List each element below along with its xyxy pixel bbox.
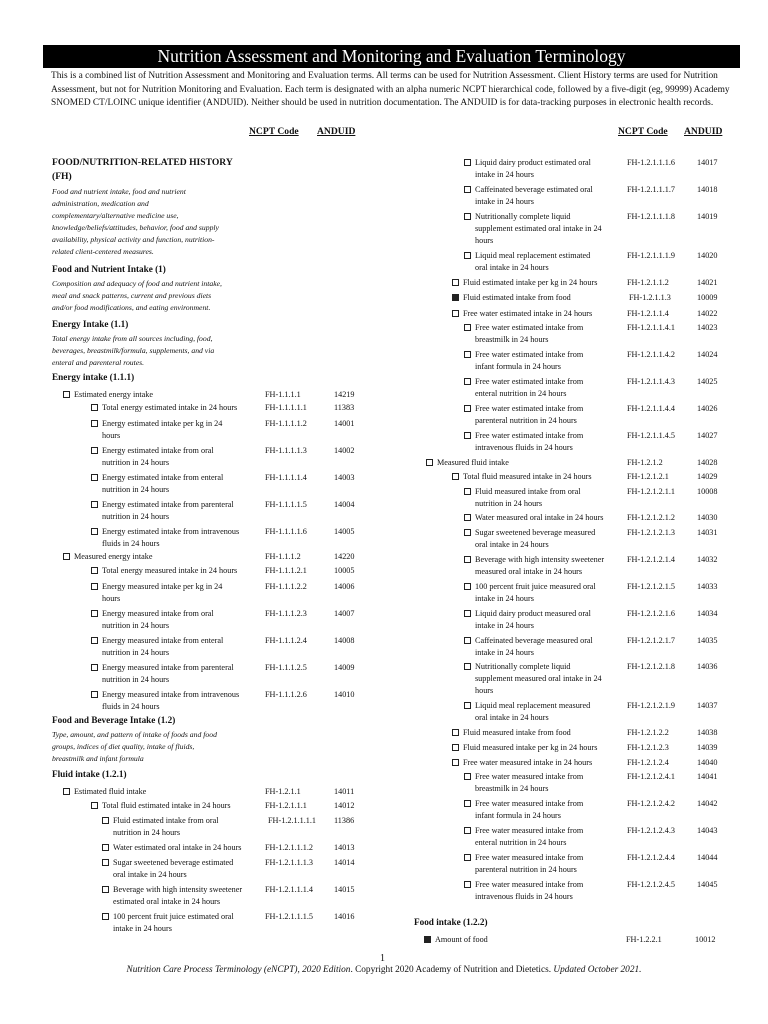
term-code: FH-1.2.1.2.1.3: [627, 528, 675, 537]
term-anduid: 14002: [334, 446, 355, 455]
term-code: FH-1.1.1.2.1: [265, 566, 307, 575]
term-anduid: 14001: [334, 419, 355, 428]
term-code: FH-1.2.1.1.4.4: [627, 404, 675, 413]
term-anduid: 10005: [334, 566, 355, 575]
footer-copyright: . Copyright 2020 Academy of Nutrition and Dietetics.: [350, 965, 554, 975]
term-anduid: 14029: [697, 472, 718, 481]
col-header-code-left: NCPT Code: [249, 126, 299, 137]
checkbox-icon[interactable]: [464, 556, 471, 563]
term-anduid: 14025: [697, 377, 718, 386]
term-label: Estimated energy intake: [74, 390, 153, 399]
term-label: Energy estimated intake from oral nutrition in 24 hours: [102, 446, 214, 468]
heading-food-intake: Food intake (1.2.2): [414, 917, 488, 927]
checkbox-icon[interactable]: [91, 691, 98, 698]
checkbox-icon[interactable]: [91, 664, 98, 671]
term-anduid: 14021: [697, 278, 718, 287]
term-code: FH-1.2.1.2.2: [627, 728, 669, 737]
term-anduid: 14013: [334, 843, 355, 852]
term-code: FH-1.2.1.1.4.5: [627, 431, 675, 440]
desc-food-nutrient-intake: Composition and adequacy of food and nutrient intake, meal and snack patterns, current and previous diets and/or food modifications, and eating environment.: [52, 279, 222, 313]
term-label: Energy measured intake from intravenous fluids in 24 hours: [102, 690, 240, 712]
term-anduid: 14039: [697, 743, 718, 752]
term-anduid: 14036: [697, 662, 718, 671]
term-code: FH-1.2.1.1.4.1: [627, 323, 675, 332]
term-code: FH-1.2.2.1: [626, 935, 662, 944]
term-label: Energy measured intake from enteral nutrition in 24 hours: [102, 636, 224, 658]
term-anduid: 14032: [697, 555, 718, 564]
term-label: Measured fluid intake: [437, 458, 509, 467]
term-label: Nutritionally complete liquid supplement measured oral intake in 24 hours: [475, 662, 602, 696]
term-label: Fluid estimated intake per kg in 24 hours: [463, 278, 598, 287]
term-code: FH-1.2.1.2.1.8: [627, 662, 675, 671]
term-anduid: 14019: [697, 212, 718, 221]
term-label: 100 percent fruit juice measured oral intake in 24 hours: [475, 582, 596, 604]
term-label: Free water measured intake from breastmilk in 24 hours: [475, 772, 584, 794]
term-code: FH-1.2.1.2.4: [627, 758, 669, 767]
term-code: FH-1.1.1.2.3: [265, 609, 307, 618]
term-anduid: 10008: [697, 487, 718, 496]
term-label: Free water measured intake from infant formula in 24 hours: [475, 799, 584, 821]
term-anduid: 14219: [334, 390, 355, 399]
term-code: FH-1.2.1.1.2: [627, 278, 669, 287]
term-label: Liquid meal replacement estimated oral intake in 24 hours: [475, 251, 591, 273]
term-label: Sugar sweetened beverage measured oral intake in 24 hours: [475, 528, 596, 550]
term-anduid: 14040: [697, 758, 718, 767]
term-code: FH-1.2.1.1.1.4: [265, 885, 313, 894]
col-header-code-right: NCPT Code: [618, 126, 668, 137]
term-code: FH-1.2.1.1: [265, 787, 301, 796]
checkbox-icon[interactable]: [91, 802, 98, 809]
term-anduid: 11383: [334, 403, 355, 412]
section-title-fh: FOOD/NUTRITION-RELATED HISTORY (FH): [52, 157, 233, 182]
desc-food-beverage-intake: Type, amount, and pattern of intake of foods and food groups, indices of diet quality, intake of fluids, breastmilk and infant formula: [52, 730, 217, 764]
term-anduid: 14015: [334, 885, 355, 894]
checkbox-icon[interactable]: [464, 702, 471, 709]
term-code: FH-1.1.1.2.6: [265, 690, 307, 699]
checkbox-icon[interactable]: [63, 391, 70, 398]
term-code: FH-1.2.1.2.4.3: [627, 826, 675, 835]
term-label: Liquid dairy product estimated oral intake in 24 hours: [475, 158, 591, 180]
term-code: FH-1.1.1.1.4: [265, 473, 307, 482]
term-code: FH-1.1.1.1.1: [265, 403, 307, 412]
term-code: FH-1.1.1.1.5: [265, 500, 307, 509]
checkbox-icon[interactable]: [91, 447, 98, 454]
term-code: FH-1.2.1.1.1: [265, 801, 307, 810]
intro-paragraph: This is a combined list of Nutrition Assessment and Monitoring and Evaluation terms. All terms can be used for Nutrition Assessment. Client History terms are used for Nutrition Assessment, but not for Nutrition Monitoring and Evaluation. Each term is designated with an alpha numeric NCPT hierarchical code, followed by a five-digit (eg, 99999) Academy SNOMED CT/LOINC unique identifier (ANDUID). Neither should be used in nutrition documentation. The ANDUID is for data-tracking purposes in electronic health records.: [51, 71, 730, 109]
term-code: FH-1.2.1.1.1.2: [265, 843, 313, 852]
checkbox-icon[interactable]: [102, 844, 109, 851]
checkbox-icon[interactable]: [464, 159, 471, 166]
term-anduid: 10012: [695, 935, 716, 944]
term-code: FH-1.1.1.1.6: [265, 527, 307, 536]
term-label: Liquid meal replacement measured oral intake in 24 hours: [475, 701, 591, 723]
term-anduid: 14028: [697, 458, 718, 467]
term-label: Energy measured intake from parenteral nutrition in 24 hours: [102, 663, 234, 685]
term-code: FH-1.2.1.1.4.3: [627, 377, 675, 386]
checkbox-icon[interactable]: [452, 310, 459, 317]
term-label: Amount of food: [435, 935, 488, 944]
checkbox-icon[interactable]: [91, 637, 98, 644]
term-label: Free water estimated intake from breastmilk in 24 hours: [475, 323, 584, 345]
checkbox-icon[interactable]: [464, 663, 471, 670]
term-label: Total energy measured intake in 24 hours: [102, 566, 238, 575]
checkbox-icon[interactable]: [464, 324, 471, 331]
checkbox-icon[interactable]: [452, 744, 459, 751]
heading-food-beverage-intake: Food and Beverage Intake (1.2): [52, 715, 176, 725]
checkbox-icon[interactable]: [102, 817, 109, 824]
term-label: Fluid measured intake from oral nutrition in 24 hours: [475, 487, 581, 509]
checkbox-icon[interactable]: [464, 488, 471, 495]
term-code: FH-1.1.1.2.5: [265, 663, 307, 672]
term-code: FH-1.2.1.2.3: [627, 743, 669, 752]
heading-energy-intake-1-1-1: Energy intake (1.1.1): [52, 372, 135, 382]
checkbox-icon[interactable]: [464, 610, 471, 617]
term-code: FH-1.2.1.2: [627, 458, 663, 467]
checkbox-icon[interactable]: [464, 378, 471, 385]
term-anduid: 14005: [334, 527, 355, 536]
term-anduid: 14031: [697, 528, 718, 537]
term-code: FH-1.2.1.2.1.6: [627, 609, 675, 618]
col-header-anduid-left: ANDUID: [317, 126, 356, 137]
term-anduid: 14010: [334, 690, 355, 699]
term-anduid: 14004: [334, 500, 355, 509]
term-code: FH-1.2.1.2.1.5: [627, 582, 675, 591]
checkbox-icon[interactable]: [464, 800, 471, 807]
term-anduid: 14020: [697, 251, 718, 260]
term-anduid: 14035: [697, 636, 718, 645]
term-label: Caffeinated beverage estimated oral intake in 24 hours: [475, 185, 593, 207]
checkbox-icon[interactable]: [464, 186, 471, 193]
checkbox-icon[interactable]: [464, 637, 471, 644]
checkbox-icon[interactable]: [464, 854, 471, 861]
checkbox-icon[interactable]: [102, 913, 109, 920]
checkbox-icon[interactable]: [91, 404, 98, 411]
checkbox-icon[interactable]: [91, 610, 98, 617]
term-anduid: 14033: [697, 582, 718, 591]
term-code: FH-1.2.1.2.1.9: [627, 701, 675, 710]
term-code: FH-1.1.1.1: [265, 390, 301, 399]
term-code: FH-1.2.1.1.1.9: [627, 251, 675, 260]
checkbox-icon[interactable]: [63, 788, 70, 795]
term-label: Free water estimated intake from parenteral nutrition in 24 hours: [475, 404, 584, 426]
checkbox-icon[interactable]: [464, 432, 471, 439]
term-anduid: 14022: [697, 309, 718, 318]
col-header-anduid-right: ANDUID: [684, 126, 723, 137]
checkbox-icon[interactable]: [91, 567, 98, 574]
term-anduid: 14006: [334, 582, 355, 591]
term-anduid: 14011: [334, 787, 355, 796]
term-code: FH-1.2.1.1.1.6: [627, 158, 675, 167]
term-anduid: 14042: [697, 799, 718, 808]
term-label: 100 percent fruit juice estimated oral intake in 24 hours: [113, 912, 234, 934]
term-label: Free water measured intake in 24 hours: [463, 758, 593, 767]
term-code: FH-1.2.1.2.1: [627, 472, 669, 481]
term-label: Caffeinated beverage measured oral intake in 24 hours: [475, 636, 593, 658]
checkbox-icon[interactable]: [426, 459, 433, 466]
term-code: FH-1.2.1.2.1.4: [627, 555, 675, 564]
page-number: 1: [380, 953, 385, 964]
term-label: Fluid measured intake from food: [463, 728, 571, 737]
term-label: Energy estimated intake from parenteral nutrition in 24 hours: [102, 500, 234, 522]
term-label: Free water measured intake from intravenous fluids in 24 hours: [475, 880, 584, 902]
term-label: Liquid dairy product measured oral intake in 24 hours: [475, 609, 591, 631]
checkbox-icon[interactable]: [91, 528, 98, 535]
term-code: FH-1.2.1.2.4.2: [627, 799, 675, 808]
checkbox-icon[interactable]: [464, 351, 471, 358]
term-anduid: 14043: [697, 826, 718, 835]
term-label: Sugar sweetened beverage estimated oral intake in 24 hours: [113, 858, 234, 880]
term-label: Free water estimated intake from intravenous fluids in 24 hours: [475, 431, 584, 453]
term-anduid: 14034: [697, 609, 718, 618]
term-code: FH-1.2.1.1.1.7: [627, 185, 675, 194]
term-anduid: 14030: [697, 513, 718, 522]
term-label: Free water estimated intake from enteral nutrition in 24 hours: [475, 377, 584, 399]
checkbox-icon[interactable]: [464, 252, 471, 259]
term-code: FH-1.2.1.2.1.2: [627, 513, 675, 522]
checkbox-icon[interactable]: [452, 729, 459, 736]
term-code: FH-1.2.1.2.1.1: [627, 487, 675, 496]
footer-updated: Updated October 2021.: [553, 965, 642, 975]
term-anduid: 14044: [697, 853, 718, 862]
term-anduid: 14220: [334, 552, 355, 561]
checkbox-icon[interactable]: [91, 474, 98, 481]
term-code: FH-1.2.1.1.1.3: [265, 858, 313, 867]
term-code: FH-1.1.1.1.3: [265, 446, 307, 455]
footer-reference: Nutrition Care Process Terminology (eNCPT), 2020 Edition: [126, 965, 351, 975]
term-anduid: 14016: [334, 912, 355, 921]
term-code: FH-1.2.1.1.4.2: [627, 350, 675, 359]
term-label: Fluid measured intake per kg in 24 hours: [463, 743, 598, 752]
term-label: Water estimated oral intake in 24 hours: [113, 843, 242, 852]
term-label: Energy measured intake per kg in 24 hours: [102, 582, 223, 604]
term-label: Energy estimated intake from intravenous fluids in 24 hours: [102, 527, 240, 549]
term-anduid: 14003: [334, 473, 355, 482]
term-anduid: 14014: [334, 858, 355, 867]
term-label: Estimated fluid intake: [74, 787, 147, 796]
term-anduid: 14027: [697, 431, 718, 440]
checkbox-icon[interactable]: [91, 583, 98, 590]
checkbox-icon[interactable]: [464, 773, 471, 780]
term-anduid: 14038: [697, 728, 718, 737]
term-anduid: 14026: [697, 404, 718, 413]
checkbox-icon[interactable]: [424, 936, 431, 943]
checkbox-icon[interactable]: [91, 420, 98, 427]
term-code: FH-1.2.1.1.1.1: [268, 816, 316, 825]
term-label: Energy measured intake from oral nutrition in 24 hours: [102, 609, 214, 631]
term-anduid: 14012: [334, 801, 355, 810]
term-code: FH-1.1.1.2.4: [265, 636, 307, 645]
term-anduid: 14008: [334, 636, 355, 645]
term-label: Energy estimated intake per kg in 24 hours: [102, 419, 223, 441]
term-label: Free water measured intake from parenteral nutrition in 24 hours: [475, 853, 584, 875]
checkbox-icon[interactable]: [452, 759, 459, 766]
term-label: Total fluid measured intake in 24 hours: [463, 472, 592, 481]
term-anduid: 14041: [697, 772, 718, 781]
term-label: Nutritionally complete liquid supplement estimated oral intake in 24 hours: [475, 212, 602, 246]
checkbox-icon[interactable]: [452, 473, 459, 480]
term-label: Energy estimated intake from enteral nutrition in 24 hours: [102, 473, 224, 495]
footer: [0, 965, 768, 975]
checkbox-icon[interactable]: [102, 859, 109, 866]
term-label: Total energy estimated intake in 24 hours: [102, 403, 238, 412]
term-code: FH-1.2.1.2.4.5: [627, 880, 675, 889]
term-label: Free water estimated intake in 24 hours: [463, 309, 593, 318]
term-anduid: 14045: [697, 880, 718, 889]
term-anduid: 14024: [697, 350, 718, 359]
term-code: FH-1.2.1.2.1.7: [627, 636, 675, 645]
checkbox-icon[interactable]: [464, 881, 471, 888]
term-anduid: 11386: [334, 816, 355, 825]
heading-food-nutrient-intake: Food and Nutrient Intake (1): [52, 264, 166, 274]
checkbox-icon[interactable]: [63, 553, 70, 560]
checkbox-icon[interactable]: [464, 405, 471, 412]
term-anduid: 14037: [697, 701, 718, 710]
term-code: FH-1.1.1.2.2: [265, 582, 307, 591]
checkbox-icon[interactable]: [464, 213, 471, 220]
checkbox-icon[interactable]: [464, 514, 471, 521]
term-code: FH-1.2.1.1.4: [627, 309, 669, 318]
term-label: Fluid estimated intake from oral nutrition in 24 hours: [113, 816, 219, 838]
checkbox-icon[interactable]: [452, 279, 459, 286]
checkbox-icon[interactable]: [452, 294, 459, 301]
term-label: Beverage with high intensity sweetener measured oral intake in 24 hours: [475, 555, 605, 577]
term-code: FH-1.1.1.1.2: [265, 419, 307, 428]
term-code: FH-1.2.1.1.1.5: [265, 912, 313, 921]
term-code: FH-1.2.1.2.4.4: [627, 853, 675, 862]
term-label: Free water estimated intake from infant formula in 24 hours: [475, 350, 584, 372]
term-label: Beverage with high intensity sweetener estimated oral intake in 24 hours: [113, 885, 243, 907]
term-label: Measured energy intake: [74, 552, 153, 561]
term-code: FH-1.2.1.1.1.8: [627, 212, 675, 221]
term-code: FH-1.2.1.1.3: [629, 293, 671, 302]
term-code: FH-1.2.1.2.4.1: [627, 772, 675, 781]
term-label: Total fluid estimated intake in 24 hours: [102, 801, 231, 810]
term-anduid: 14009: [334, 663, 355, 672]
term-code: FH-1.1.1.2: [265, 552, 301, 561]
term-anduid: 14018: [697, 185, 718, 194]
checkbox-icon[interactable]: [464, 827, 471, 834]
term-anduid: 14007: [334, 609, 355, 618]
checkbox-icon[interactable]: [464, 529, 471, 536]
desc-energy-intake: Total energy intake from all sources including, food, beverages, breastmilk/formula, supplements, and via enteral and parenteral routes.: [52, 334, 215, 368]
term-label: Free water measured intake from enteral nutrition in 24 hours: [475, 826, 584, 848]
term-anduid: 14023: [697, 323, 718, 332]
checkbox-icon[interactable]: [91, 501, 98, 508]
checkbox-icon[interactable]: [102, 886, 109, 893]
term-anduid: 14017: [697, 158, 718, 167]
term-label: Water measured oral intake in 24 hours: [475, 513, 604, 522]
heading-fluid-intake: Fluid intake (1.2.1): [52, 769, 127, 779]
term-label: Fluid estimated intake from food: [463, 293, 571, 302]
term-anduid: 10009: [697, 293, 718, 302]
section-desc-fh: Food and nutrient intake, food and nutrient administration, medication and complementary/alternative medicine use, knowledge/beliefs/attitudes, behavior, food and supply availability, physical activity and function, nutrition- related client-centered measures.: [52, 187, 219, 257]
page-title: Nutrition Assessment and Monitoring and Evaluation Terminology: [43, 45, 740, 68]
checkbox-icon[interactable]: [464, 583, 471, 590]
heading-energy-intake: Energy Intake (1.1): [52, 319, 129, 329]
